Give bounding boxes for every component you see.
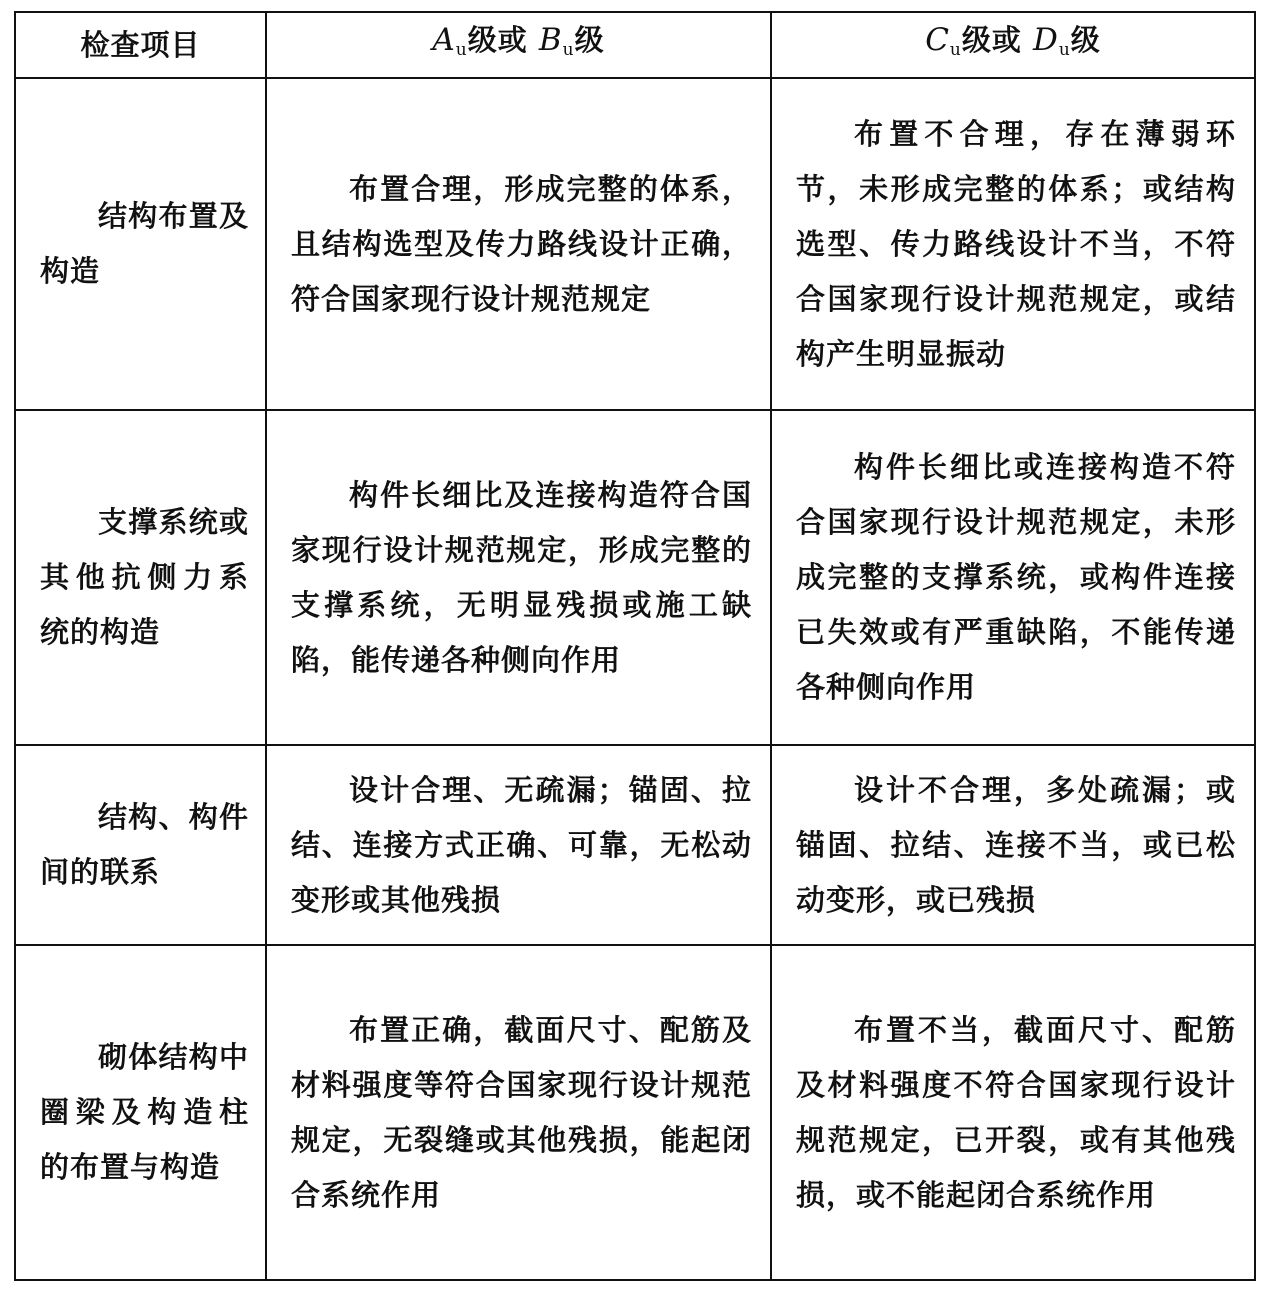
grade-cd-cell xyxy=(771,745,1255,945)
table-row xyxy=(15,745,1255,945)
grade-c-subscript: u xyxy=(949,40,962,60)
grade-ab-cell xyxy=(266,745,771,945)
grade-ab-text: 布置正确，截面尺寸、配筋及材料强度等符合国家现行设计规范规定，无裂缝或其他残损，能起闭合系统作用 xyxy=(291,1012,752,1212)
grade-cd-cell xyxy=(771,78,1255,410)
grade-cd-text: 布置不当，截面尺寸、配筋及材料强度不符合国家现行设计规范规定，已开裂，或有其他残损，或不能起闭合系统作用 xyxy=(796,1012,1236,1212)
grade-d-letter: D xyxy=(1032,22,1059,58)
grade-ab-suffix: 级 xyxy=(574,23,605,57)
inspection-item-text: 结构布置及构造 xyxy=(40,199,249,288)
grade-c-letter: C xyxy=(925,22,950,58)
table-row xyxy=(15,410,1255,745)
grade-cd-text: 布置不合理，存在薄弱环节，未形成完整的体系；或结构选型、传力路线设计不当，不符合国家现行设计规范规定，或结构产生明显振动 xyxy=(796,116,1236,371)
header-grade-ab xyxy=(266,12,771,78)
inspection-item-text: 结构、构件间的联系 xyxy=(40,800,249,889)
grade-ab-cell xyxy=(266,410,771,745)
grade-a-subscript: u xyxy=(455,40,468,60)
grade-d-subscript: u xyxy=(1058,40,1071,60)
grade-ab-cell xyxy=(266,78,771,410)
inspection-item-text: 砌体结构中圈梁及构造柱的布置与构造 xyxy=(40,1040,249,1184)
header-grade-cd xyxy=(771,12,1255,78)
grade-cd-text: 构件长细比或连接构造不符合国家现行设计规范规定，未形成完整的支撑系统，或构件连接已失效或有严重缺陷，不能传递各种侧向作用 xyxy=(796,450,1236,704)
inspection-table xyxy=(14,11,1256,1281)
grade-b-subscript: u xyxy=(562,40,575,60)
grade-ab-connector: 级或 xyxy=(467,23,539,57)
grade-a-letter: A xyxy=(432,22,456,58)
grade-cd-suffix: 级 xyxy=(1070,23,1101,57)
inspection-item-cell xyxy=(15,78,266,410)
grade-cd-text: 设计不合理，多处疏漏；或锚固、拉结、连接不当，或已松动变形，或已残损 xyxy=(796,772,1236,917)
header-inspection-item: 检查项目 xyxy=(15,12,266,78)
grade-ab-text: 构件长细比及连接构造符合国家现行设计规范规定，形成完整的支撑系统，无明显残损或施工缺陷，能传递各种侧向作用 xyxy=(291,477,752,677)
grade-cd-cell xyxy=(771,410,1255,745)
inspection-item-cell xyxy=(15,410,266,745)
grade-ab-text: 布置合理，形成完整的体系，且结构选型及传力路线设计正确，符合国家现行设计规范规定 xyxy=(291,171,752,316)
inspection-item-cell xyxy=(15,945,266,1280)
table-row xyxy=(15,945,1255,1280)
grade-b-letter: B xyxy=(538,22,563,58)
table-row xyxy=(15,78,1255,410)
inspection-item-cell xyxy=(15,745,266,945)
grade-cd-connector: 级或 xyxy=(961,23,1033,57)
inspection-item-text: 支撑系统或其他抗侧力系统的构造 xyxy=(40,505,249,649)
grade-cd-cell xyxy=(771,945,1255,1280)
grade-ab-text: 设计合理、无疏漏；锚固、拉结、连接方式正确、可靠，无松动变形或其他残损 xyxy=(291,772,752,917)
header-row xyxy=(15,12,1255,78)
grade-ab-cell xyxy=(266,945,771,1280)
